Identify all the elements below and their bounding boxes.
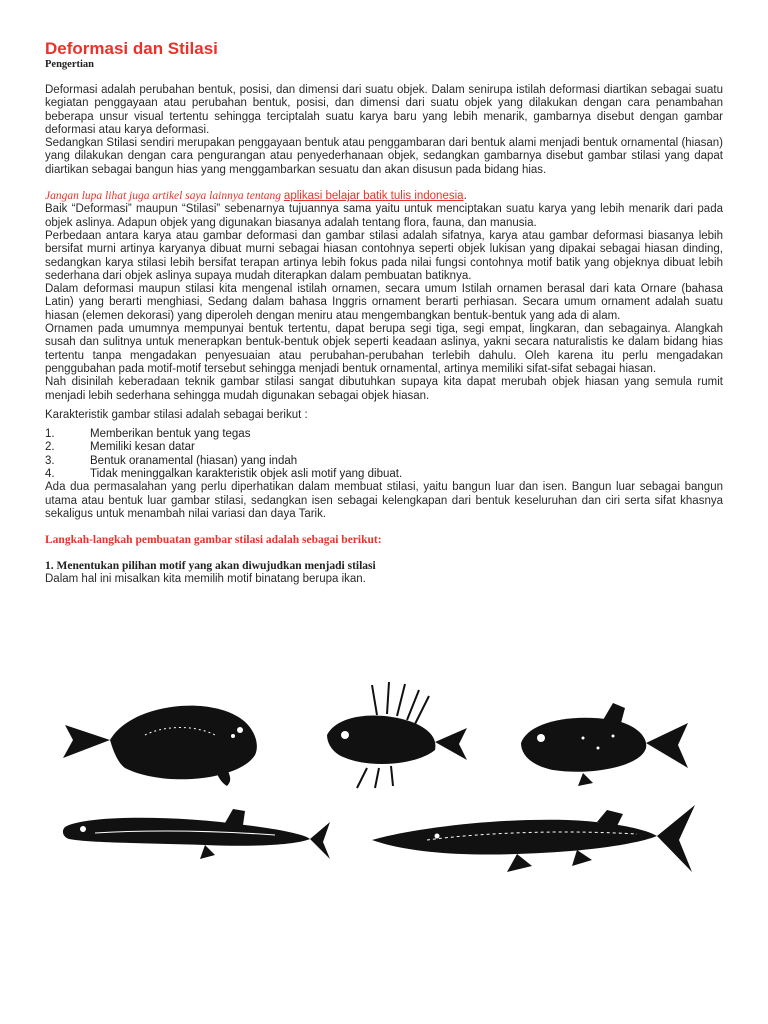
list-number: 2. (45, 441, 55, 454)
related-article-note (45, 190, 723, 203)
article (45, 40, 723, 587)
paragraph-perbedaan: Perbedaan antara karya atau gambar deformasi dan gambar stilasi adalah sifatnya, karya atau gambar deformasi biasanya lebih bersifat murni artinya karyanya dibuat murni sebagai hiasan contohnya seperti objek lukisan yang dipakai sebagai hiasan dinding, sedangkan karya stilasi lebih bersifat terapan artinya lebih fokus pada nilai fungsi contohnya motif batik yang objeknya dibuat lebih sederhana dari objek aslinya supaya mudah diterapkan dalam pembuatan batiknya. (45, 229, 723, 282)
paragraph-permasalahan: Ada dua permasalahan yang perlu diperhatikan dalam membuat stilasi, yaitu bangun luar dan isen. Bangun luar sebagai bangun utama atau bentuk luar gambar stilasi, sedangkan isen sebagai kelengkapan dari bentuk keseluruhan dan ciri serta sifat khasnya sekaligus untuk menambah nilai variasi dan daya Tarik. (45, 481, 723, 520)
list-item (45, 455, 723, 468)
list-text: Memiliki kesan datar (90, 441, 195, 454)
page-title: Deformasi dan Stilasi (45, 39, 218, 58)
list-number: 3. (45, 454, 55, 467)
sturgeon-fish-image (367, 800, 697, 880)
paragraph-tujuan: Baik “Deformasi” maupun “Stilasi” sebenarnya tujuannya sama yaitu untuk menciptakan suatu karya yang lebih menarik dari pada objek aslinya. Adapun objek yang digunakan biasanya adalah tentang flora, fauna, dan manusia. (45, 203, 723, 229)
round-fish-image (513, 698, 693, 788)
related-article-lead: Jangan lupa lihat juga artikel saya lainnya tentang (45, 190, 284, 203)
list-item (45, 441, 723, 454)
section-subtitle: Pengertian (45, 59, 94, 70)
list-text: Bentuk oranamental (hiasan) yang indah (90, 454, 298, 467)
step-1-heading: 1. Menentukan pilihan motif yang akan diwujudkan menjadi stilasi (45, 560, 376, 573)
long-fish-image (55, 797, 335, 867)
paragraph-bentuk-ornamen: Ornamen pada umumnya mempunyai bentuk tertentu, dapat berupa segi tiga, segi empat, lingkaran, dan sebagainya. Alangkah susah dan sulitnya untuk menerapkan bentuk-bentuk objek seperti keadaan aslinya, yakni secara naturalistis ke dalam bidang hias tertentu tanpa mengadakan penyesuaian atau perubahan-perubahan terlebih dahulu. Oleh karena itu perlu mengadakan penggubahan pada motif-motif tersebut sehingga menjadi bentuk ornamental, artinya memiliki sifat-sifat sebagai hiasan. (45, 323, 723, 375)
related-article-link[interactable]: aplikasi belajar batik tulis indonesia (283, 190, 464, 203)
step-1-text: Dalam hal ini misalkan kita memilih motif binatang berupa ikan. (45, 573, 366, 586)
list-number: 4. (45, 468, 55, 481)
karakteristik-list (45, 428, 723, 481)
paragraph-ornamen: Dalam deformasi maupun stilasi kita mengenal istilah ornamen, secara umum Istilah ornamen berasal dari kata Ornare (bahasa Latin) yang berarti menghiasi, Sedang dalam bahasa Inggris ornament berarti perhiasan. Secara umum ornament adalah suatu hiasan (elemen dekorasi) yang diperoleh dengan meniru atau mengembangkan bentuk-bentuk yang ada di alam. (45, 283, 723, 322)
list-item (45, 428, 723, 441)
karakteristik-intro: Karakteristik gambar stilasi adalah sebagai berikut : (45, 408, 308, 421)
list-text: Tidak meninggalkan karakteristik objek asli motif yang dibuat. (90, 468, 403, 481)
spiny-fish-image (317, 680, 472, 790)
paragraph-stilasi: Sedangkan Stilasi sendiri merupakan penggayaan bentuk atau penggambaran dari bentuk alami menjadi bentuk ornamental (hiasan) yang dilakukan dengan cara pengurangan atau penyederhanaan objek, sedangkan gambarnya disebut gambar stilasi yang dapat diartikan sebagai bangun hias yang menggambarkan sesuatu dan akan disusun pada bidang hias. (45, 137, 723, 176)
langkah-heading: Langkah-langkah pembuatan gambar stilasi adalah sebagai berikut: (45, 534, 382, 547)
paragraph-teknik-stilasi: Nah disinilah keberadaan teknik gambar stilasi sangat dibutuhkan supaya kita dapat merubah objek hiasan yang semula rumit menjadi lebih sederhana sehingga mudah digunakan sebagai objek hiasan. (45, 376, 723, 402)
flounder-fish-image (55, 690, 285, 790)
list-text: Memberikan bentuk yang tegas (90, 428, 251, 441)
list-number: 1. (45, 428, 55, 441)
paragraph-deformasi: Deformasi adalah perubahan bentuk, posisi, dan dimensi dari suatu objek. Dalam senirupa istilah deformasi diartikan sebagai suatu kegiatan penggayaan atau perubahan bentuk, posisi, dan dimensi dari suatu objek yang dilakukan dengan cara penambahan beberapa unsur visual tertentu sehingga terciptalah suatu karya baru yang lebih menarik, gambarnya disebut dengan gambar deformasi atau karya deformasi. (45, 84, 723, 136)
list-item (45, 468, 723, 481)
fish-illustrations (55, 672, 705, 877)
related-article-end: . (463, 190, 467, 203)
